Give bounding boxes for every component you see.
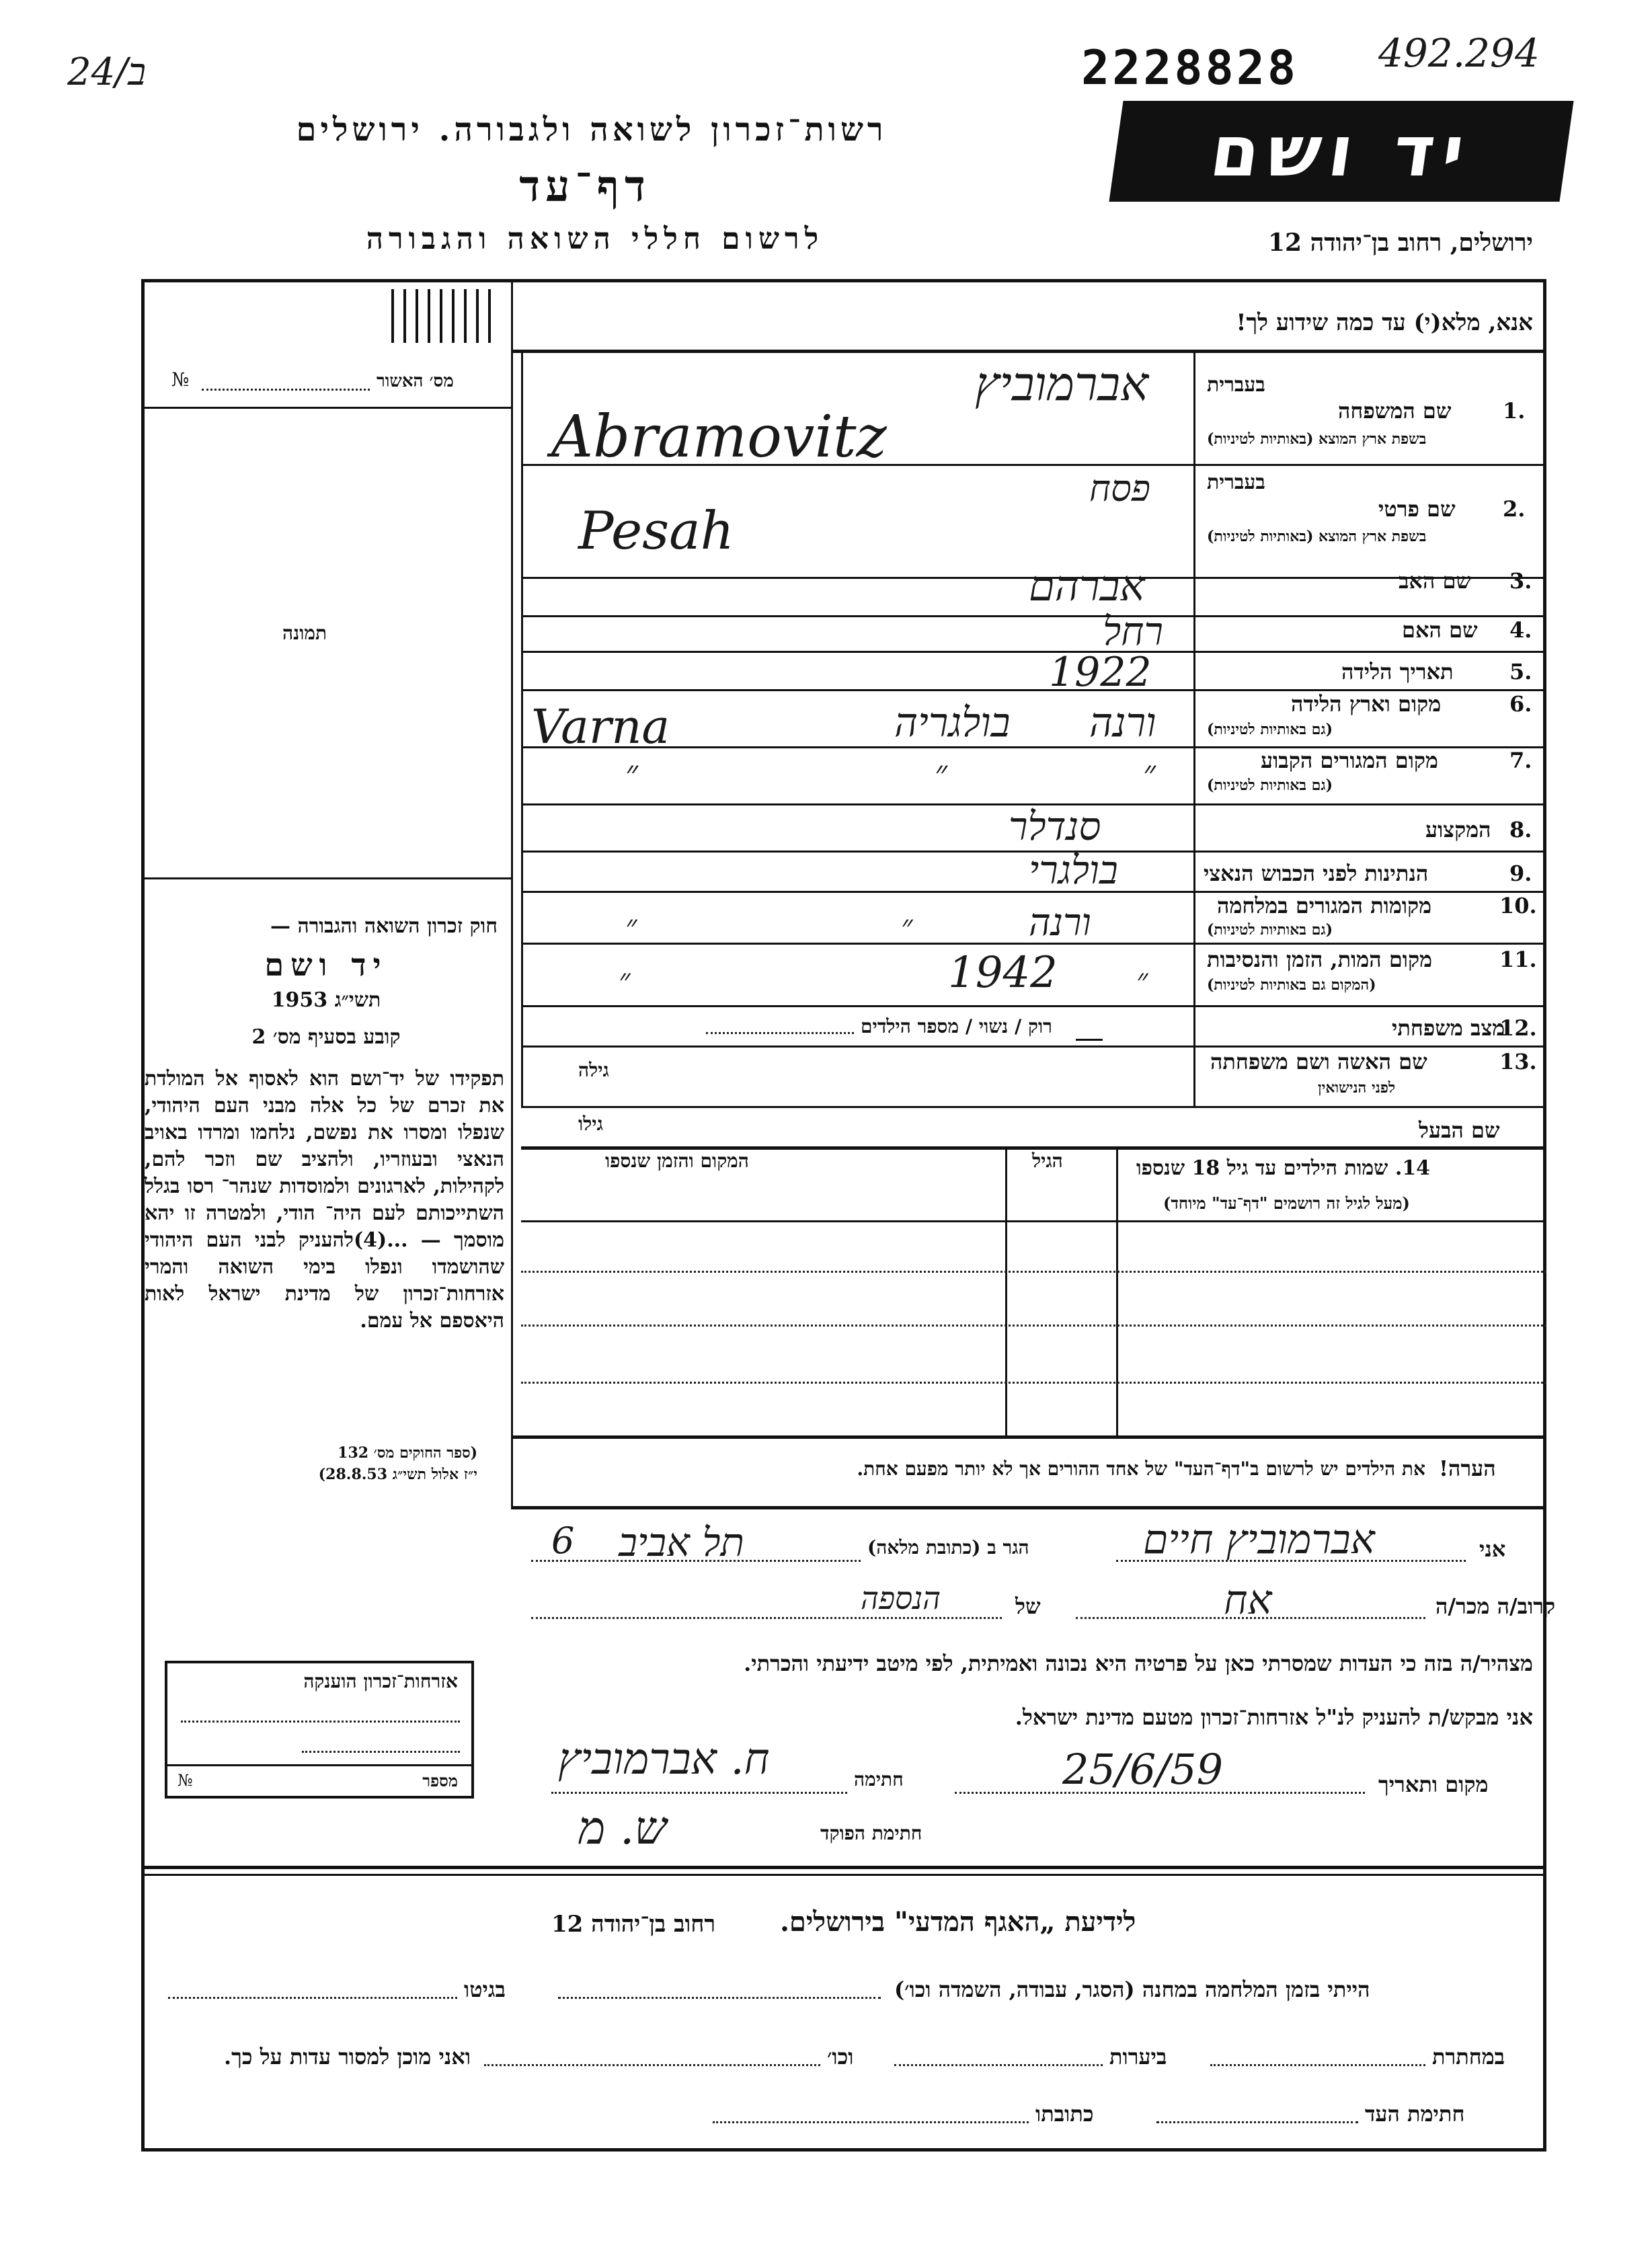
- row-1-num: 1.: [1503, 398, 1526, 424]
- certificate-number-label: מספר: [422, 1771, 458, 1790]
- footer-address: רחוב בן־יהודה 12: [551, 1911, 716, 1938]
- age-label-husband: גילו: [578, 1113, 603, 1135]
- request-text: אני מבקש/ת להעניק לנ"ל אזרחות־זכרון מטעם מדינת ישראל.: [1015, 1704, 1533, 1730]
- row-5-label: תאריך הלידה: [1341, 659, 1454, 684]
- row-13-sub: לפני הנישואין: [1318, 1079, 1396, 1097]
- footer-camp-line[interactable]: [558, 1997, 881, 1999]
- photo-label: תמונה: [282, 622, 327, 644]
- children-label: 14. שמות הילדים עד גיל 18 שנספו: [1136, 1156, 1431, 1180]
- residence-ditto-2[interactable]: ״: [935, 753, 947, 792]
- footer-camp-label: הייתי בזמן המלחמה במחנה (הסגר, עבודה, השמדה וכו׳): [894, 1977, 1370, 2002]
- officer-signature-label: חתימת הפוקד: [820, 1822, 922, 1844]
- footer-etc-label: וכו׳: [827, 2044, 854, 2069]
- i-label: אני: [1479, 1536, 1506, 1562]
- row-8-num: 8.: [1509, 817, 1532, 842]
- surname-latin[interactable]: Abramovitz: [551, 403, 887, 471]
- law-ref-1: (ספר החוקים מס׳ 132: [338, 1444, 477, 1462]
- row-5-num: 5.: [1509, 659, 1532, 684]
- instruction: אנא, מלא(י) עד כמה שידוע לך!: [1236, 309, 1533, 336]
- death-year[interactable]: 1942: [948, 948, 1058, 998]
- footer-title: לידיעת „האגף המדעי" בירושלים.: [780, 1906, 1136, 1938]
- birth-place-hebrew[interactable]: ורנה: [1089, 699, 1156, 746]
- footer-ghetto-label: בגיטו: [464, 1977, 506, 2002]
- footer-testify: ואני מוכן למסור עדות על כך.: [223, 2044, 471, 2069]
- declare-text: מצהיר/ה בזה כי העדות שמסרתי כאן על פרטיה היא נכונה ואמיתית, לפי מיטב ידיעתי והכרתי.: [744, 1651, 1533, 1676]
- surname-hebrew[interactable]: אברמוביץ: [975, 356, 1149, 411]
- footer-etc-line[interactable]: [484, 2064, 820, 2066]
- marital-options: רוק / נשוי / מספר הילדים: [861, 1015, 1052, 1037]
- law-title: חוק זכרון השואה והגבורה —: [270, 914, 498, 938]
- form-title: דף־עד: [519, 161, 651, 212]
- relative-label: קרוב/ה מכר/ה: [1435, 1593, 1556, 1619]
- row-9-num: 9.: [1509, 861, 1532, 886]
- witness-address[interactable]: תל אביב: [619, 1520, 744, 1565]
- profession[interactable]: סנדלר: [1009, 803, 1101, 849]
- row-10-label: מקומות המגורים במלחמה: [1217, 893, 1432, 918]
- row-7-label: מקום המגורים הקבוע: [1261, 748, 1438, 773]
- resident-label: הגר ב (כתובת מלאה): [867, 1536, 1029, 1558]
- war-residence[interactable]: ורנה: [1029, 901, 1091, 945]
- row-7-sub: (גם באותיות לטיניות): [1207, 777, 1333, 794]
- birth-year[interactable]: 1922: [1049, 649, 1152, 696]
- war-ditto-2[interactable]: ״: [901, 908, 913, 944]
- footer-witness-sig-label: חתימת העד: [1365, 2101, 1465, 2127]
- row-13-label: שם האשה ושם משפחתה: [1210, 1049, 1427, 1074]
- annotation-left: 24/ב: [67, 50, 147, 94]
- officer-signature[interactable]: ש. מ: [578, 1802, 667, 1855]
- law-text: תפקידו של יד־ושם הוא לאסוף אל המולדת את זכרם של כל אלה מבני העם היהודי, שנפלו ומסרו את נפשם, נלחמו ומרדו באויב הנאצי ובעוזריו, ולהציב שם וזכר להם, לקהילות, לארגונים ולמוסדות שנהר־ רסו בגלל השתייכותם לעם היה־ הודי, ולמטרה זו יהא מוסמך — ...(4)להעניק לבני העם היהודי שהושמדו ונפלו בימי השואה והמרי אזרחות־זכרון של מדינת ישראל לאות היאספם אל עמם.: [145, 1067, 504, 1333]
- mother-name[interactable]: רחל: [1103, 608, 1163, 654]
- in-hebrew-1: בעברית: [1207, 373, 1265, 397]
- signature-label: חתימה: [854, 1768, 904, 1790]
- relation[interactable]: אח: [1224, 1577, 1272, 1624]
- row-2-label: שם פרטי: [1378, 496, 1456, 522]
- first-name-hebrew[interactable]: פסח: [1089, 467, 1150, 510]
- row-10-sub: (גם באותיות לטיניות): [1207, 921, 1333, 939]
- of-label: של: [1015, 1593, 1041, 1619]
- witness-number[interactable]: 6: [551, 1520, 575, 1562]
- row-6-num: 6.: [1509, 691, 1532, 717]
- child-row-3[interactable]: [521, 1382, 1546, 1384]
- nationality[interactable]: בולגרי: [1029, 847, 1118, 893]
- residence-ditto-1[interactable]: ״: [625, 753, 638, 792]
- certificate-box: [165, 1661, 474, 1799]
- row-11-num: 11.: [1499, 947, 1537, 972]
- war-ditto-1[interactable]: ״: [625, 908, 637, 944]
- death-ditto-2[interactable]: ״: [1136, 961, 1148, 998]
- row-2-num: 2.: [1503, 496, 1526, 522]
- age-label-wife: גילה: [578, 1059, 609, 1081]
- approval-number-symbol: №: [171, 368, 190, 391]
- footer-ghetto-line[interactable]: [168, 1997, 457, 1999]
- children-count-line[interactable]: [706, 1032, 854, 1034]
- row-1-sub: בשפת ארץ המוצא (באותיות לטיניות): [1207, 430, 1427, 448]
- address: ירושלים, רחוב בן־יהודה 12: [1267, 229, 1533, 257]
- logo-text: יד ושם: [1205, 110, 1478, 192]
- footer-underground-label: במחתרת: [1432, 2044, 1505, 2069]
- row-12-label: מצב משפחתי: [1392, 1015, 1505, 1041]
- row-6-sub: (גם באותיות לטיניות): [1207, 721, 1333, 738]
- law-name: יד ושם: [264, 947, 388, 983]
- footer-witness-sig-line[interactable]: [1156, 2121, 1358, 2123]
- row-11-sub: (המקום גם באותיות לטיניות): [1207, 976, 1376, 994]
- certificate-title: אזרחות־זכרון הוענקה: [303, 1670, 458, 1692]
- row-12-num: 12.: [1499, 1015, 1537, 1041]
- law-section: קובע בסעיף מס׳ 2: [251, 1025, 401, 1049]
- certificate-number-symbol: №: [178, 1771, 193, 1790]
- birth-country[interactable]: בולגריה: [894, 699, 1011, 746]
- row-1-label: שם המשפחה: [1338, 398, 1452, 424]
- birth-place-latin[interactable]: Varna: [531, 699, 670, 754]
- signature[interactable]: ח. אברמוביץ: [558, 1735, 770, 1784]
- footer-forest-label: ביערות: [1109, 2044, 1167, 2069]
- logo-block: [1109, 101, 1573, 202]
- date[interactable]: 25/6/59: [1062, 1745, 1224, 1794]
- death-ditto-1[interactable]: ״: [619, 961, 631, 998]
- note-text: את הילדים יש לרשום ב"דף־העד" של אחד ההורים אך לא יותר מפעם אחת.: [857, 1458, 1425, 1480]
- of-whom-line[interactable]: [531, 1617, 1002, 1619]
- law-ref-2: י״ז אלול תשי״ג 28.8.53): [318, 1466, 477, 1483]
- row-4-num: 4.: [1509, 617, 1532, 643]
- husband-label: שם הבעל: [1419, 1117, 1500, 1143]
- row-10-num: 10.: [1499, 893, 1537, 918]
- signature-line[interactable]: [551, 1792, 847, 1794]
- footer-forest-line[interactable]: [894, 2064, 1103, 2066]
- approval-label: מס׳ האשור: [377, 371, 454, 391]
- witness-name[interactable]: אברמוביץ חיים: [1143, 1516, 1375, 1563]
- approval-line[interactable]: [202, 389, 370, 391]
- father-name[interactable]: אברהם: [1029, 561, 1145, 610]
- row-2-sub: בשפת ארץ המוצא (באותיות לטיניות): [1207, 528, 1427, 545]
- note-label: הערה!: [1439, 1456, 1496, 1481]
- footer-witness-address-label: כתובתו: [1035, 2101, 1094, 2127]
- child-row-2[interactable]: [521, 1325, 1546, 1327]
- row-4-label: שם האם: [1402, 617, 1478, 643]
- row-11-label: מקום המות, הזמן והנסיבות: [1207, 947, 1433, 972]
- of-whom[interactable]: הנספה: [861, 1580, 941, 1616]
- row-3-num: 3.: [1509, 568, 1532, 594]
- authority-name: רשות־זכרון לשואה ולגבורה. ירושלים: [296, 111, 888, 149]
- law-year: תשי״ג 1953: [271, 988, 381, 1012]
- serial-number: 2228828: [1081, 40, 1299, 95]
- residence-ditto-3[interactable]: ״: [1143, 753, 1156, 792]
- form-subtitle: לרשום חללי השואה והגבורה: [366, 222, 824, 256]
- footer-underground-line[interactable]: [1210, 2064, 1425, 2066]
- row-8-label: המקצוע: [1425, 817, 1491, 842]
- place-date-label: מקום ותאריך: [1378, 1772, 1489, 1797]
- annotation-right: 492.294: [1378, 30, 1540, 76]
- children-sub: (מעל לגיל זה רושמים "דף־עד" מיוחד): [1163, 1193, 1410, 1213]
- marital-underline: [1076, 1039, 1103, 1041]
- row-3-label: שם האב: [1399, 568, 1472, 594]
- col-age: הגיל: [1032, 1150, 1063, 1172]
- in-hebrew-2: בעברית: [1207, 471, 1265, 494]
- row-7-num: 7.: [1509, 748, 1532, 773]
- first-name-latin[interactable]: Pesah: [578, 501, 734, 561]
- col-place-time: המקום והזמן שנספו: [605, 1150, 749, 1172]
- approval-boxes: [161, 289, 491, 343]
- footer-witness-address-line[interactable]: [713, 2121, 1029, 2123]
- row-13-num: 13.: [1499, 1049, 1537, 1074]
- child-row-1[interactable]: [521, 1271, 1546, 1273]
- row-9-label: הנתינות לפני הכבוש הנאצי: [1204, 861, 1429, 886]
- row-6-label: מקום וארץ הלידה: [1291, 691, 1442, 717]
